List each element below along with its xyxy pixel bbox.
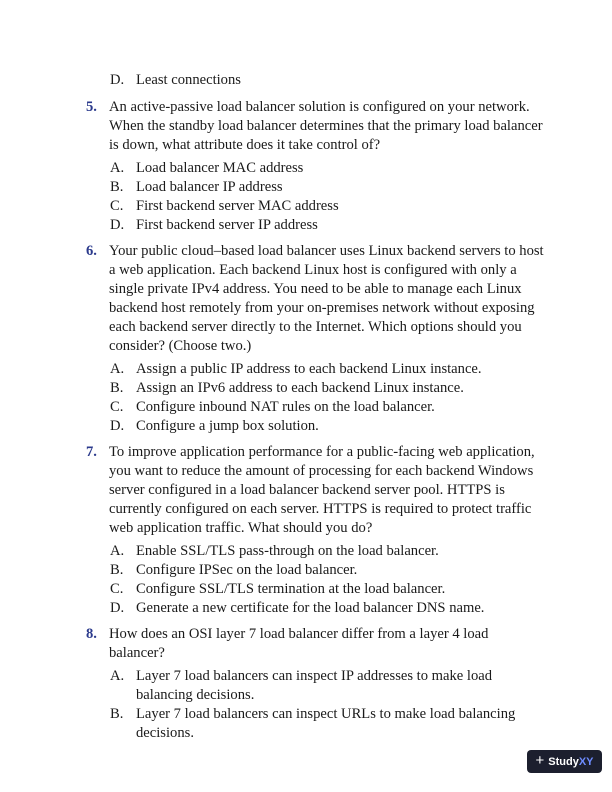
question-8 <box>86 625 546 663</box>
option-text: Configure a jump box solution. <box>136 418 319 434</box>
option-text: Configure IPSec on the load balancer. <box>136 562 358 578</box>
brand-accent: XY <box>578 755 594 768</box>
answer-option <box>86 705 546 743</box>
question-text: To improve application performance for a public-facing web application, you want to reduce the amount of processing for each backend Windows server configured in a load balancer backend server pool. HTTPS is currently configured on each server. HTTPS is required to protect traffic web application traffic. What should you do? <box>109 444 535 536</box>
answer-option <box>86 542 546 561</box>
studyxy-logo <box>527 750 602 773</box>
option-letter: A. <box>110 361 125 377</box>
option-letter: C. <box>110 581 124 597</box>
option-letter: B. <box>110 380 124 396</box>
question-list <box>86 71 546 743</box>
question-text: How does an OSI layer 7 load balancer differ from a layer 4 load balancer? <box>109 626 489 661</box>
option-letter: D. <box>110 600 125 616</box>
answer-option <box>86 599 546 618</box>
answer-option <box>86 360 546 379</box>
option-text: Generate a new certificate for the load balancer DNS name. <box>136 600 485 616</box>
answer-option <box>86 667 546 705</box>
question-7 <box>86 443 546 538</box>
option-text: Configure inbound NAT rules on the load balancer. <box>136 399 435 415</box>
answer-option <box>86 178 546 197</box>
option-text: Assign an IPv6 address to each backend Linux instance. <box>136 380 464 396</box>
option-letter: B. <box>110 706 124 722</box>
answer-option <box>86 379 546 398</box>
option-text: Assign a public IP address to each backend Linux instance. <box>136 361 482 377</box>
option-text: Load balancer MAC address <box>136 160 304 176</box>
option-letter: D. <box>110 418 125 434</box>
answer-option <box>86 561 546 580</box>
brand-main: Study <box>548 755 579 768</box>
question-number: 8. <box>86 626 97 642</box>
plus-icon: + <box>535 752 545 769</box>
option-text: Configure SSL/TLS termination at the load balancer. <box>136 581 446 597</box>
option-letter: B. <box>110 179 124 195</box>
question-6 <box>86 242 546 356</box>
question-number: 5. <box>86 99 97 115</box>
option-text: Enable SSL/TLS pass-through on the load balancer. <box>136 543 439 559</box>
option-text: First backend server IP address <box>136 217 318 233</box>
option-letter: D. <box>110 217 125 233</box>
answer-option <box>86 580 546 599</box>
question-number: 7. <box>86 444 97 460</box>
question-text: Your public cloud–based load balancer uses Linux backend servers to host a web application. Each backend Linux host is configured with only a single private IPv4 address. You need to be able to manage each Linux backend host remotely from your on-premises network without exposing each backend server directly to the Internet. Which options should you consider? (Choose two.) <box>109 243 544 354</box>
logo-text <box>548 756 593 768</box>
option-text: Layer 7 load balancers can inspect IP addresses to make load balancing decisions. <box>136 668 493 703</box>
option-letter: D. <box>110 72 125 88</box>
option-letter: A. <box>110 668 125 684</box>
option-text: Load balancer IP address <box>136 179 283 195</box>
answer-option <box>86 398 546 417</box>
answer-option <box>86 159 546 178</box>
answer-option <box>86 71 546 90</box>
question-number: 6. <box>86 243 97 259</box>
option-text: Least connections <box>136 72 241 88</box>
option-text: Layer 7 load balancers can inspect URLs to make load balancing decisions. <box>136 706 516 741</box>
option-letter: B. <box>110 562 124 578</box>
option-letter: A. <box>110 160 125 176</box>
answer-option <box>86 197 546 216</box>
question-text: An active-passive load balancer solution is configured on your network. When the standby load balancer determines that the primary load balancer is down, what attribute does it take control of? <box>109 99 543 153</box>
answer-option <box>86 216 546 235</box>
option-letter: C. <box>110 399 124 415</box>
answer-option <box>86 417 546 436</box>
option-text: First backend server MAC address <box>136 198 339 214</box>
option-letter: C. <box>110 198 124 214</box>
question-5 <box>86 98 546 155</box>
option-letter: A. <box>110 543 125 559</box>
